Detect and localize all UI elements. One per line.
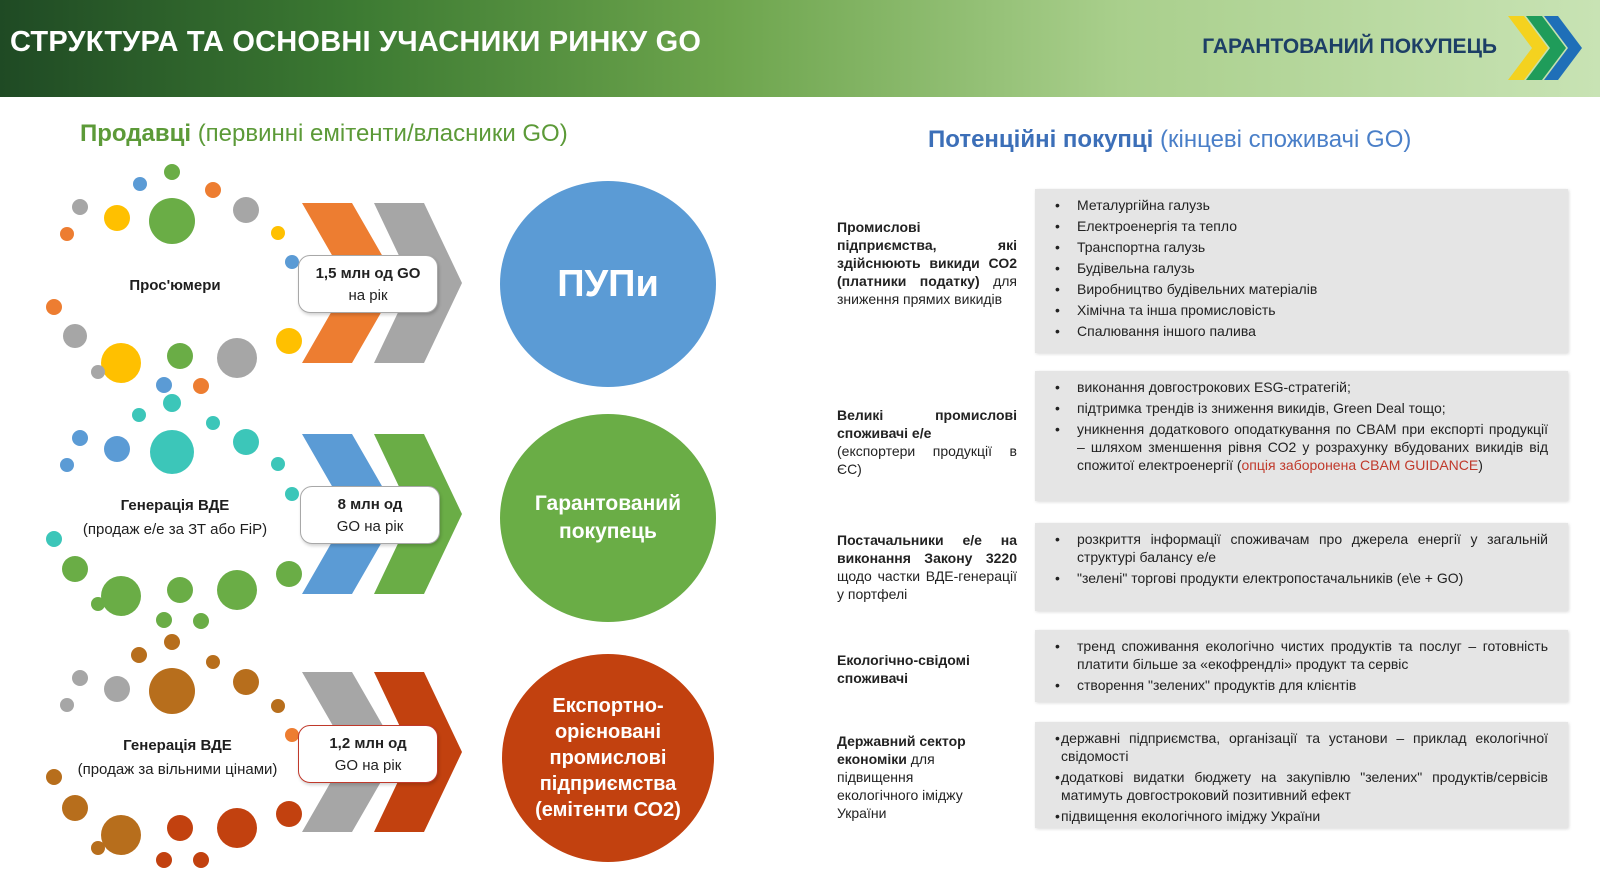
decorative-dot	[104, 436, 130, 462]
decorative-dot	[149, 668, 195, 714]
list-item: • державні підприємства, організації та установи – приклад екологічної свідомості	[1055, 729, 1548, 765]
row-label-rest: щодо частки ВДЕ-генерації у портфелі	[837, 568, 1017, 602]
buyer-circle-guaranteed-buyer	[500, 414, 716, 622]
page-title: СТРУКТУРА ТА ОСНОВНІ УЧАСНИКИ РИНКУ GO	[10, 26, 702, 58]
decorative-dot	[271, 457, 285, 471]
decorative-dot	[150, 430, 194, 474]
seller-label-main: Генерація ВДЕ	[123, 737, 232, 754]
decorative-dot	[206, 655, 220, 669]
decorative-dot	[46, 299, 62, 315]
decorative-dot	[167, 343, 193, 369]
decorative-dot	[91, 841, 105, 855]
seller-label-sub: (продаж за вільними цінами)	[77, 761, 278, 778]
list-item: • підтримка трендів із зниження викидів, Green Deal тощо;	[1055, 399, 1548, 417]
buyer-row-box-eco-consumers	[1035, 630, 1568, 702]
decorative-dot	[132, 408, 146, 422]
row-label-rest: (експортери продукції в ЄС)	[837, 443, 1017, 477]
buyers-title-bold: Потенційні покупці	[928, 126, 1154, 153]
seller-label-main: Прос'юмери	[129, 277, 221, 294]
decorative-dot	[217, 808, 257, 848]
decorative-dot	[217, 338, 257, 378]
buyer-row-label-public-sector	[837, 732, 997, 822]
decorative-dot	[193, 852, 209, 868]
buyers-title-sub: (кінцеві споживачі GO)	[1160, 126, 1412, 153]
list-item: • Металургійна галузь	[1055, 196, 1548, 214]
buyer-row-box-suppliers	[1035, 523, 1568, 611]
decorative-dot	[206, 416, 220, 430]
decorative-dot	[233, 429, 259, 455]
list-item	[1055, 420, 1548, 474]
volume-amount: 1,2 млн од	[329, 735, 407, 752]
list-item: • Спалювання іншого палива	[1055, 322, 1548, 340]
buyer-circle-export-industry	[502, 654, 714, 862]
decorative-dot	[217, 570, 257, 610]
decorative-dot	[133, 177, 147, 191]
brand-name: ГАРАНТОВАНИЙ ПОКУПЕЦЬ	[1202, 35, 1497, 58]
decorative-dot	[62, 556, 88, 582]
list-item: • Транспортна галузь	[1055, 238, 1548, 256]
buyer-row-label-large-consumers	[837, 406, 1017, 478]
list-item: • Хімічна та інша промисловість	[1055, 301, 1548, 319]
volume-amount: 8 млн од	[337, 496, 403, 513]
row-label-bold: Державний сектор економіки	[837, 733, 966, 767]
buyer-row-box-public-sector	[1035, 722, 1568, 828]
volume-box-prosumers	[298, 255, 438, 313]
row-label-rest: для зниження прямих викидів	[837, 273, 1017, 307]
list-item: • підвищення екологічного іміджу України	[1055, 807, 1548, 825]
volume-box-res-free	[298, 725, 438, 783]
buyer-row-label-industrial-emitters	[837, 218, 1017, 308]
buyer-circle-label: Гарантований покупець	[534, 492, 682, 543]
decorative-dot	[193, 378, 209, 394]
decorative-dot	[101, 343, 141, 383]
row-label-bold: Постачальники е/е на виконання Закону 3220	[837, 532, 1017, 566]
sellers-section-title	[80, 120, 568, 148]
decorative-dot	[156, 377, 172, 393]
row-label-bold: Екологічно-свідомі споживачі	[837, 652, 970, 686]
volume-unit: GO на рік	[334, 757, 402, 774]
decorative-dot	[62, 795, 88, 821]
volume-unit: на рік	[348, 287, 388, 304]
decorative-dot	[60, 227, 74, 241]
decorative-dot	[60, 698, 74, 712]
decorative-dot	[205, 182, 221, 198]
decorative-dot	[156, 612, 172, 628]
seller-label-main: Генерація ВДЕ	[120, 497, 230, 514]
decorative-dot	[149, 198, 195, 244]
decorative-dot	[91, 597, 105, 611]
list-item: • Будівельна галузь	[1055, 259, 1548, 277]
list-item: • Виробництво будівельних матеріалів	[1055, 280, 1548, 298]
decorative-dot	[233, 669, 259, 695]
decorative-dot	[60, 458, 74, 472]
decorative-dot	[164, 634, 180, 650]
decorative-dot	[72, 670, 88, 686]
decorative-dot	[72, 430, 88, 446]
decorative-dot	[163, 394, 181, 412]
row-label-bold: Промислові підприємства, які здійснюють викиди СО2 (платники податку)	[837, 219, 1017, 289]
seller-label-prosumers	[80, 274, 270, 298]
sellers-title-bold: Продавці	[80, 120, 192, 147]
decorative-dot	[72, 199, 88, 215]
list-item: • Електроенергія та тепло	[1055, 217, 1548, 235]
row-label-rest: для підвищення екологічного іміджу України	[837, 751, 963, 821]
cbam-warning-note: опція заборонена CBAM GUIDANCE	[1241, 457, 1479, 473]
list-item: • виконання довгострокових ESG-стратегій;	[1055, 378, 1548, 396]
sellers-title-sub: (первинні емітенти/власники GO)	[197, 120, 568, 147]
volume-amount: 1,5 млн од GO	[315, 265, 421, 282]
decorative-dot	[131, 647, 147, 663]
list-item: • додаткові видатки бюджету на закупівлю "зелених" продуктів/сервісів матимуть довгостроковий позитивний ефект	[1055, 768, 1548, 804]
list-item: • створення "зелених" продуктів для клієнтів	[1055, 676, 1548, 694]
list-item-text: уникнення додаткового оподаткування по CBAM при експорті продукції – шляхом зменшення рівня СО2 у розрахунку вбудованих викидів від спожитої електроенергії (	[1077, 421, 1548, 473]
buyer-row-label-eco-consumers	[837, 651, 1017, 687]
decorative-dot	[63, 324, 87, 348]
volume-box-res-fit	[300, 486, 440, 544]
seller-label-res-fit	[60, 494, 290, 542]
buyer-row-label-suppliers	[837, 531, 1017, 603]
decorative-dot	[104, 205, 130, 231]
decorative-dot	[167, 815, 193, 841]
buyer-circle-label: ПУПи	[557, 262, 659, 305]
list-item: • розкриття інформації споживачам про джерела енергії у загальній структурі балансу е/е	[1055, 530, 1548, 566]
decorative-dot	[156, 852, 172, 868]
decorative-dot	[271, 226, 285, 240]
row-label-bold: Великі промислові споживачі е/е	[837, 407, 1017, 441]
volume-unit: GO на рік	[336, 518, 404, 535]
decorative-dot	[91, 365, 105, 379]
decorative-dot	[271, 699, 285, 713]
buyer-circle-pupy	[500, 181, 716, 387]
decorative-dot	[167, 577, 193, 603]
decorative-dot	[101, 815, 141, 855]
decorative-dot	[104, 676, 130, 702]
buyer-row-box-large-consumers	[1035, 371, 1568, 501]
list-item-close: )	[1478, 457, 1483, 473]
list-item: • тренд споживання екологічно чистих продуктів та послуг – готовність платити більше за «екофрендлі» продукт та сервіс	[1055, 637, 1548, 673]
decorative-dot	[164, 164, 180, 180]
seller-label-res-free	[55, 734, 300, 782]
decorative-dot	[193, 613, 209, 629]
buyer-circle-label: Експортно-орієновані промислові підприємства (емітенти СО2)	[535, 695, 681, 821]
header-banner	[0, 0, 1600, 97]
list-item: • "зелені" торгові продукти електропостачальників (е\е + GO)	[1055, 569, 1548, 587]
buyer-row-box-industrial-emitters	[1035, 189, 1568, 353]
decorative-dot	[101, 576, 141, 616]
seller-label-sub: (продаж е/е за ЗТ або FiP)	[82, 521, 268, 538]
brand-chevron-logo-icon	[1506, 8, 1586, 88]
decorative-dot	[233, 197, 259, 223]
buyers-section-title	[928, 126, 1411, 154]
